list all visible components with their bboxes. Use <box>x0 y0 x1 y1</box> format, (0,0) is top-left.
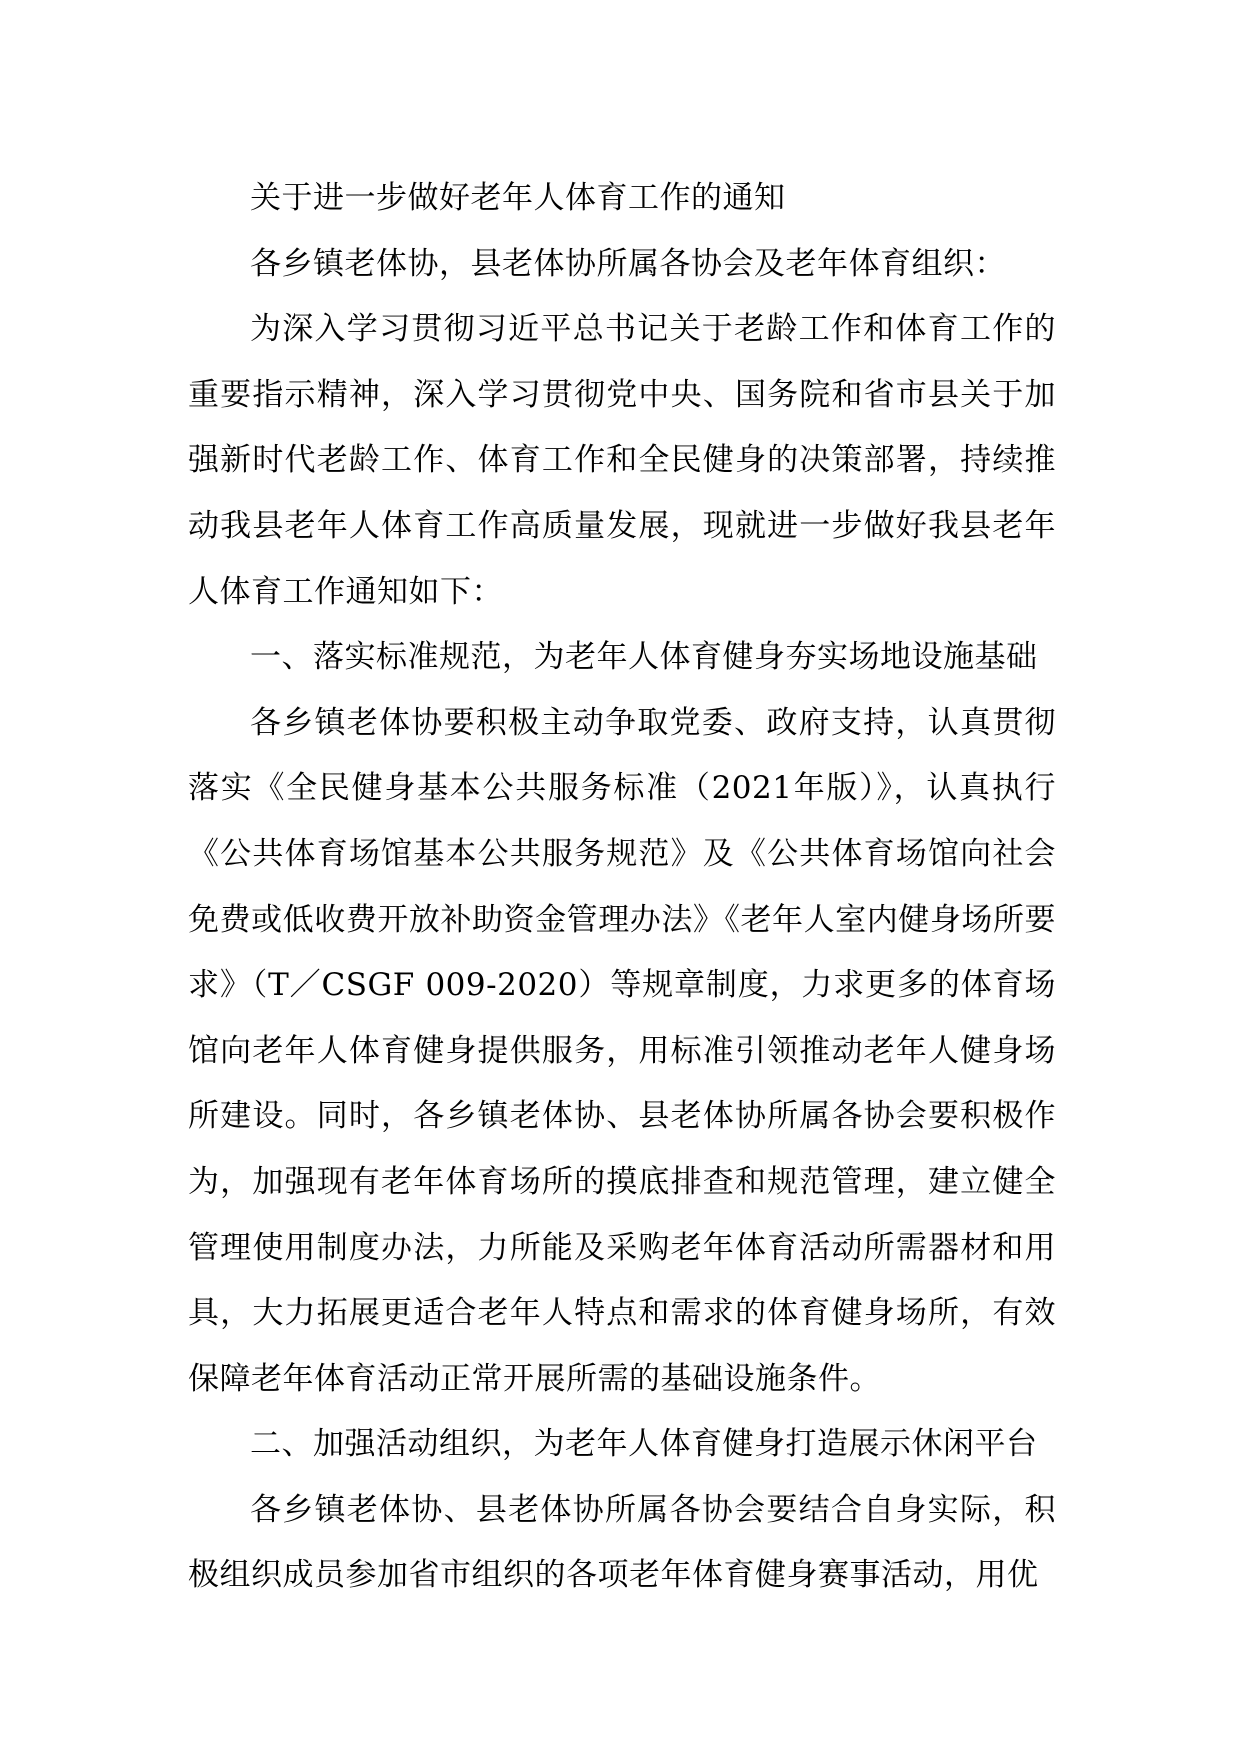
intro-paragraph: 为深入学习贯彻习近平总书记关于老龄工作和体育工作的重要指示精神，深入学习贯彻党中央、国务院和省市县关于加强新时代老龄工作、体育工作和全民健身的决策部署，持续推动我县老年人体育工作高质量发展，现就进一步做好我县老年人体育工作通知如下： <box>188 311 1056 610</box>
section-1-body: 各乡镇老体协要积极主动争取党委、政府支持，认真贯彻落实《全民健身基本公共服务标准（2021年版）》，认真执行《公共体育场馆基本公共服务规范》及《公共体育场馆向社会免费或低收费开放补助资金管理办法》《老年人室内健身场所要求》（T／CSGF 009-2020）等规章制度，力求更多的体育场馆向老年人体育健身提供服务，用标准引领推动老年人健身场所建设。同时，各乡镇老体协、县老体协所属各协会要积极作为，加强现有老年体育场所的摸底排查和规范管理，建立健全管理使用制度办法，力所能及采购老年体育活动所需器材和用具，大力拓展更适合老年人特点和需求的体育健身场所，有效保障老年体育活动正常开展所需的基础设施条件。 <box>188 704 1056 1397</box>
document-title: 关于进一步做好老年人体育工作的通知 <box>250 180 786 216</box>
section-1-heading: 一、落实标准规范，为老年人体育健身夯实场地设施基础 <box>250 639 1038 676</box>
section-2-body: 各乡镇老体协、县老体协所属各协会要结合自身实际，积极组织成员参加省市组织的各项老年体育健身赛事活动，用优 <box>188 1491 1056 1594</box>
document-body <box>188 166 1056 1609</box>
section-2-heading: 二、加强活动组织，为老年人体育健身打造展示休闲平台 <box>250 1426 1038 1463</box>
salutation: 各乡镇老体协，县老体协所属各协会及老年体育组织： <box>250 245 1006 282</box>
